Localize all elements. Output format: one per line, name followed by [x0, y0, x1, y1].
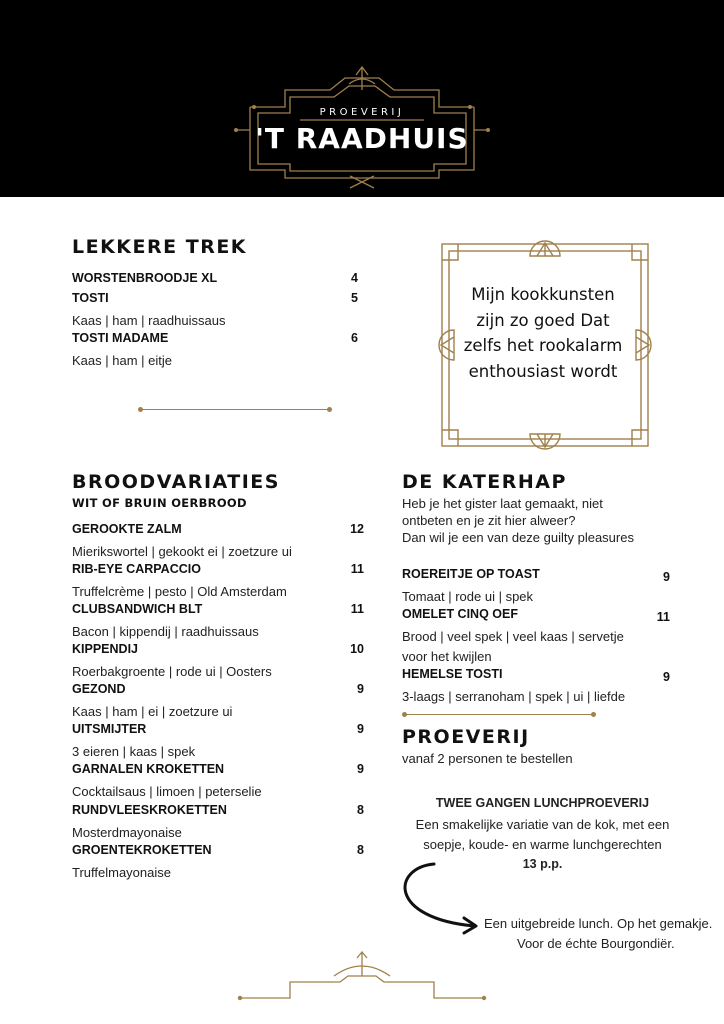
item-price: 4 — [351, 271, 358, 285]
item-description: Tomaat | rode ui | spek — [402, 589, 534, 604]
item-price: 6 — [351, 331, 358, 345]
item-description: Mosterdmayonaise — [72, 825, 182, 840]
item-description: Roerbakgroente | rode ui | Oosters — [72, 664, 272, 679]
item-price: 5 — [351, 291, 358, 305]
logo-emblem — [0, 0, 724, 197]
item-name: TOSTI — [72, 291, 109, 305]
item-name: RIB-EYE CARPACCIO — [72, 562, 201, 576]
item-price: 9 — [663, 670, 670, 684]
lunch-description: soepje, koude- en warme lunchgerechten — [423, 837, 662, 852]
item-price: 10 — [350, 642, 364, 656]
item-description: Brood | veel spek | veel kaas | servetje — [402, 629, 624, 644]
section-title-broodvariaties: BROODVARIATIES — [72, 471, 280, 493]
item-name: KIPPENDIJ — [72, 642, 138, 656]
item-name: UITSMIJTER — [72, 722, 147, 736]
item-name: GEZOND — [72, 682, 126, 696]
item-price: 9 — [357, 682, 364, 696]
section-divider — [140, 409, 330, 410]
item-price: 8 — [357, 803, 364, 817]
item-description: Kaas | ham | eitje — [72, 353, 172, 368]
item-name: GARNALEN KROKETTEN — [72, 762, 225, 776]
item-price: 11 — [350, 562, 364, 576]
item-name: HEMELSE TOSTI — [402, 667, 503, 681]
katerhap-intro-line: Dan wil je een van deze guilty pleasures — [402, 530, 634, 545]
footer-ornament — [230, 948, 494, 1004]
item-name: ROEREITJE OP TOAST — [402, 567, 540, 581]
item-price: 12 — [350, 522, 364, 536]
katerhap-intro-line: Heb je het gister laat gemaakt, niet — [402, 496, 603, 511]
proeverij-note: Voor de échte Bourgondiër. — [517, 936, 675, 951]
logo-title: 'T RAADHUIS — [255, 122, 469, 155]
katerhap-intro-line: ontbeten en je zit hier alweer? — [402, 513, 576, 528]
item-price: 8 — [357, 843, 364, 857]
item-price: 11 — [656, 610, 670, 624]
item-description: Truffelcrème | pesto | Old Amsterdam — [72, 584, 287, 599]
item-price: 9 — [663, 570, 670, 584]
quote-text: Mijn kookkunsten zijn zo goed Dat zelfs het rookalarm enthousiast wordt — [463, 285, 623, 381]
item-name: GEROOKTE ZALM — [72, 522, 182, 536]
item-price: 9 — [357, 762, 364, 776]
section-title-proeverij: PROEVERIJ — [402, 726, 530, 748]
proeverij-subtitle: vanaf 2 personen te bestellen — [402, 751, 573, 766]
item-description-cont: voor het kwijlen — [402, 649, 492, 664]
curved-arrow-icon — [390, 858, 490, 938]
logo-subtitle: PROEVERIJ — [319, 107, 405, 118]
lunch-description: Een smakelijke variatie van de kok, met een — [415, 817, 670, 832]
item-name: OMELET CINQ OEF — [402, 607, 518, 621]
item-description: Kaas | ham | raadhuissaus — [72, 313, 226, 328]
item-description: Cocktailsaus | limoen | peterselie — [72, 784, 262, 799]
item-description: Bacon | kippendij | raadhuissaus — [72, 624, 259, 639]
item-description: Mierikswortel | gekookt ei | zoetzure ui — [72, 544, 292, 559]
item-name: CLUBSANDWICH BLT — [72, 602, 203, 616]
item-name: TOSTI MADAME — [72, 331, 169, 345]
item-name: GROENTEKROKETTEN — [72, 843, 212, 857]
item-description: Truffelmayonaise — [72, 865, 171, 880]
proeverij-note: Een uitgebreide lunch. Op het gemakje. — [484, 916, 713, 931]
section-title-katerhap: DE KATERHAP — [402, 471, 567, 493]
item-description: 3-laags | serranoham | spek | ui | liefde — [402, 689, 626, 704]
lunch-title: TWEE GANGEN LUNCHPROEVERIJ — [435, 796, 650, 810]
item-description: 3 eieren | kaas | spek — [72, 744, 196, 759]
item-description: Kaas | ham | ei | zoetzure ui — [72, 704, 233, 719]
lunch-price: 13 p.p. — [522, 857, 563, 871]
item-name: WORSTENBROODJE XL — [72, 271, 218, 285]
section-title-lekkere-trek: LEKKERE TREK — [72, 236, 248, 258]
section-divider — [404, 714, 594, 715]
item-price: 9 — [357, 722, 364, 736]
section-subtitle: WIT OF BRUIN OERBROOD — [72, 496, 247, 510]
item-name: RUNDVLEESKROKETTEN — [72, 803, 227, 817]
item-price: 11 — [350, 602, 364, 616]
